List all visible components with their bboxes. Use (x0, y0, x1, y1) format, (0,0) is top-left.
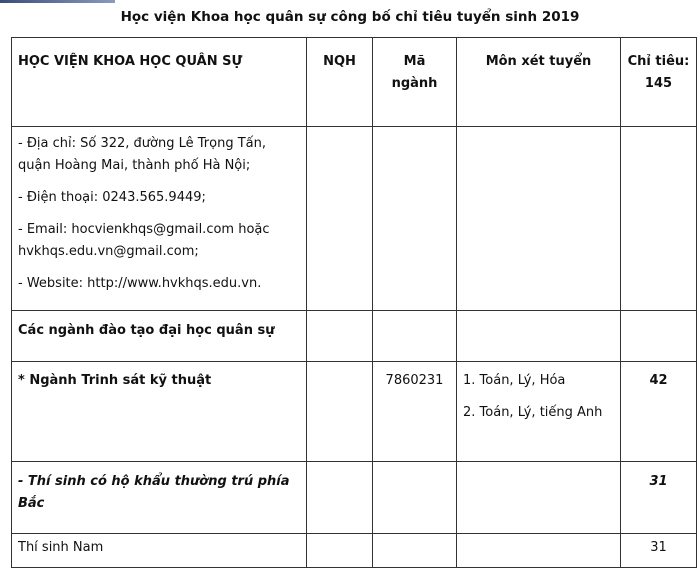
subject-combo-2: 2. Toán, Lý, tiếng Anh (463, 405, 603, 420)
empty-cell (621, 311, 697, 362)
contact-info-cell (12, 127, 307, 311)
header-nqh: NQH (307, 38, 373, 127)
male-candidates-quota: 31 (621, 534, 697, 568)
header-subjects: Môn xét tuyển (457, 38, 621, 127)
admission-quota-table (11, 37, 697, 568)
empty-cell (307, 311, 373, 362)
major-subjects (457, 362, 621, 462)
major-quota: 42 (621, 362, 697, 462)
contact-info-row (12, 127, 697, 311)
empty-cell (457, 462, 621, 534)
major-name: * Ngành Trinh sát kỹ thuật (12, 362, 307, 462)
empty-cell (307, 127, 373, 311)
male-candidates-row (12, 534, 697, 568)
top-corner-strip (0, 0, 115, 3)
empty-cell (307, 534, 373, 568)
email-text: - Email: hocvienkhqs@gmail.com hoặc hvkhqs.edu.vn@gmail.com; (18, 222, 270, 259)
empty-cell (373, 311, 457, 362)
north-candidates-quota: 31 (621, 462, 697, 534)
north-candidates-row (12, 462, 697, 534)
header-code: Mã ngành (373, 38, 457, 127)
empty-cell (307, 462, 373, 534)
empty-cell (457, 311, 621, 362)
empty-cell (457, 534, 621, 568)
subject-combo-1: 1. Toán, Lý, Hóa (463, 373, 566, 388)
major-code: 7860231 (373, 362, 457, 462)
empty-cell (457, 127, 621, 311)
phone-text: - Điện thoại: 0243.565.9449; (18, 190, 206, 205)
north-candidates-label: - Thí sinh có hộ khẩu thường trú phía Bắc (12, 462, 307, 534)
section-heading: Các ngành đào tạo đại học quân sự (12, 311, 307, 362)
empty-cell (621, 127, 697, 311)
header-quota: Chỉ tiêu: 145 (621, 38, 697, 127)
header-institution: HỌC VIỆN KHOA HỌC QUÂN SỰ (12, 38, 307, 127)
address-text: - Địa chỉ: Số 322, đường Lê Trọng Tấn, quận Hoàng Mai, thành phố Hà Nội; (18, 136, 266, 173)
empty-cell (373, 462, 457, 534)
website-text: - Website: http://www.hvkhqs.edu.vn. (18, 276, 262, 291)
section-row (12, 311, 697, 362)
major-row (12, 362, 697, 462)
empty-cell (373, 534, 457, 568)
male-candidates-label: Thí sinh Nam (12, 534, 307, 568)
empty-cell (307, 362, 373, 462)
page-title: Học viện Khoa học quân sự công bố chỉ tiêu tuyển sinh 2019 (120, 9, 580, 25)
empty-cell (373, 127, 457, 311)
table-header-row (12, 38, 697, 127)
